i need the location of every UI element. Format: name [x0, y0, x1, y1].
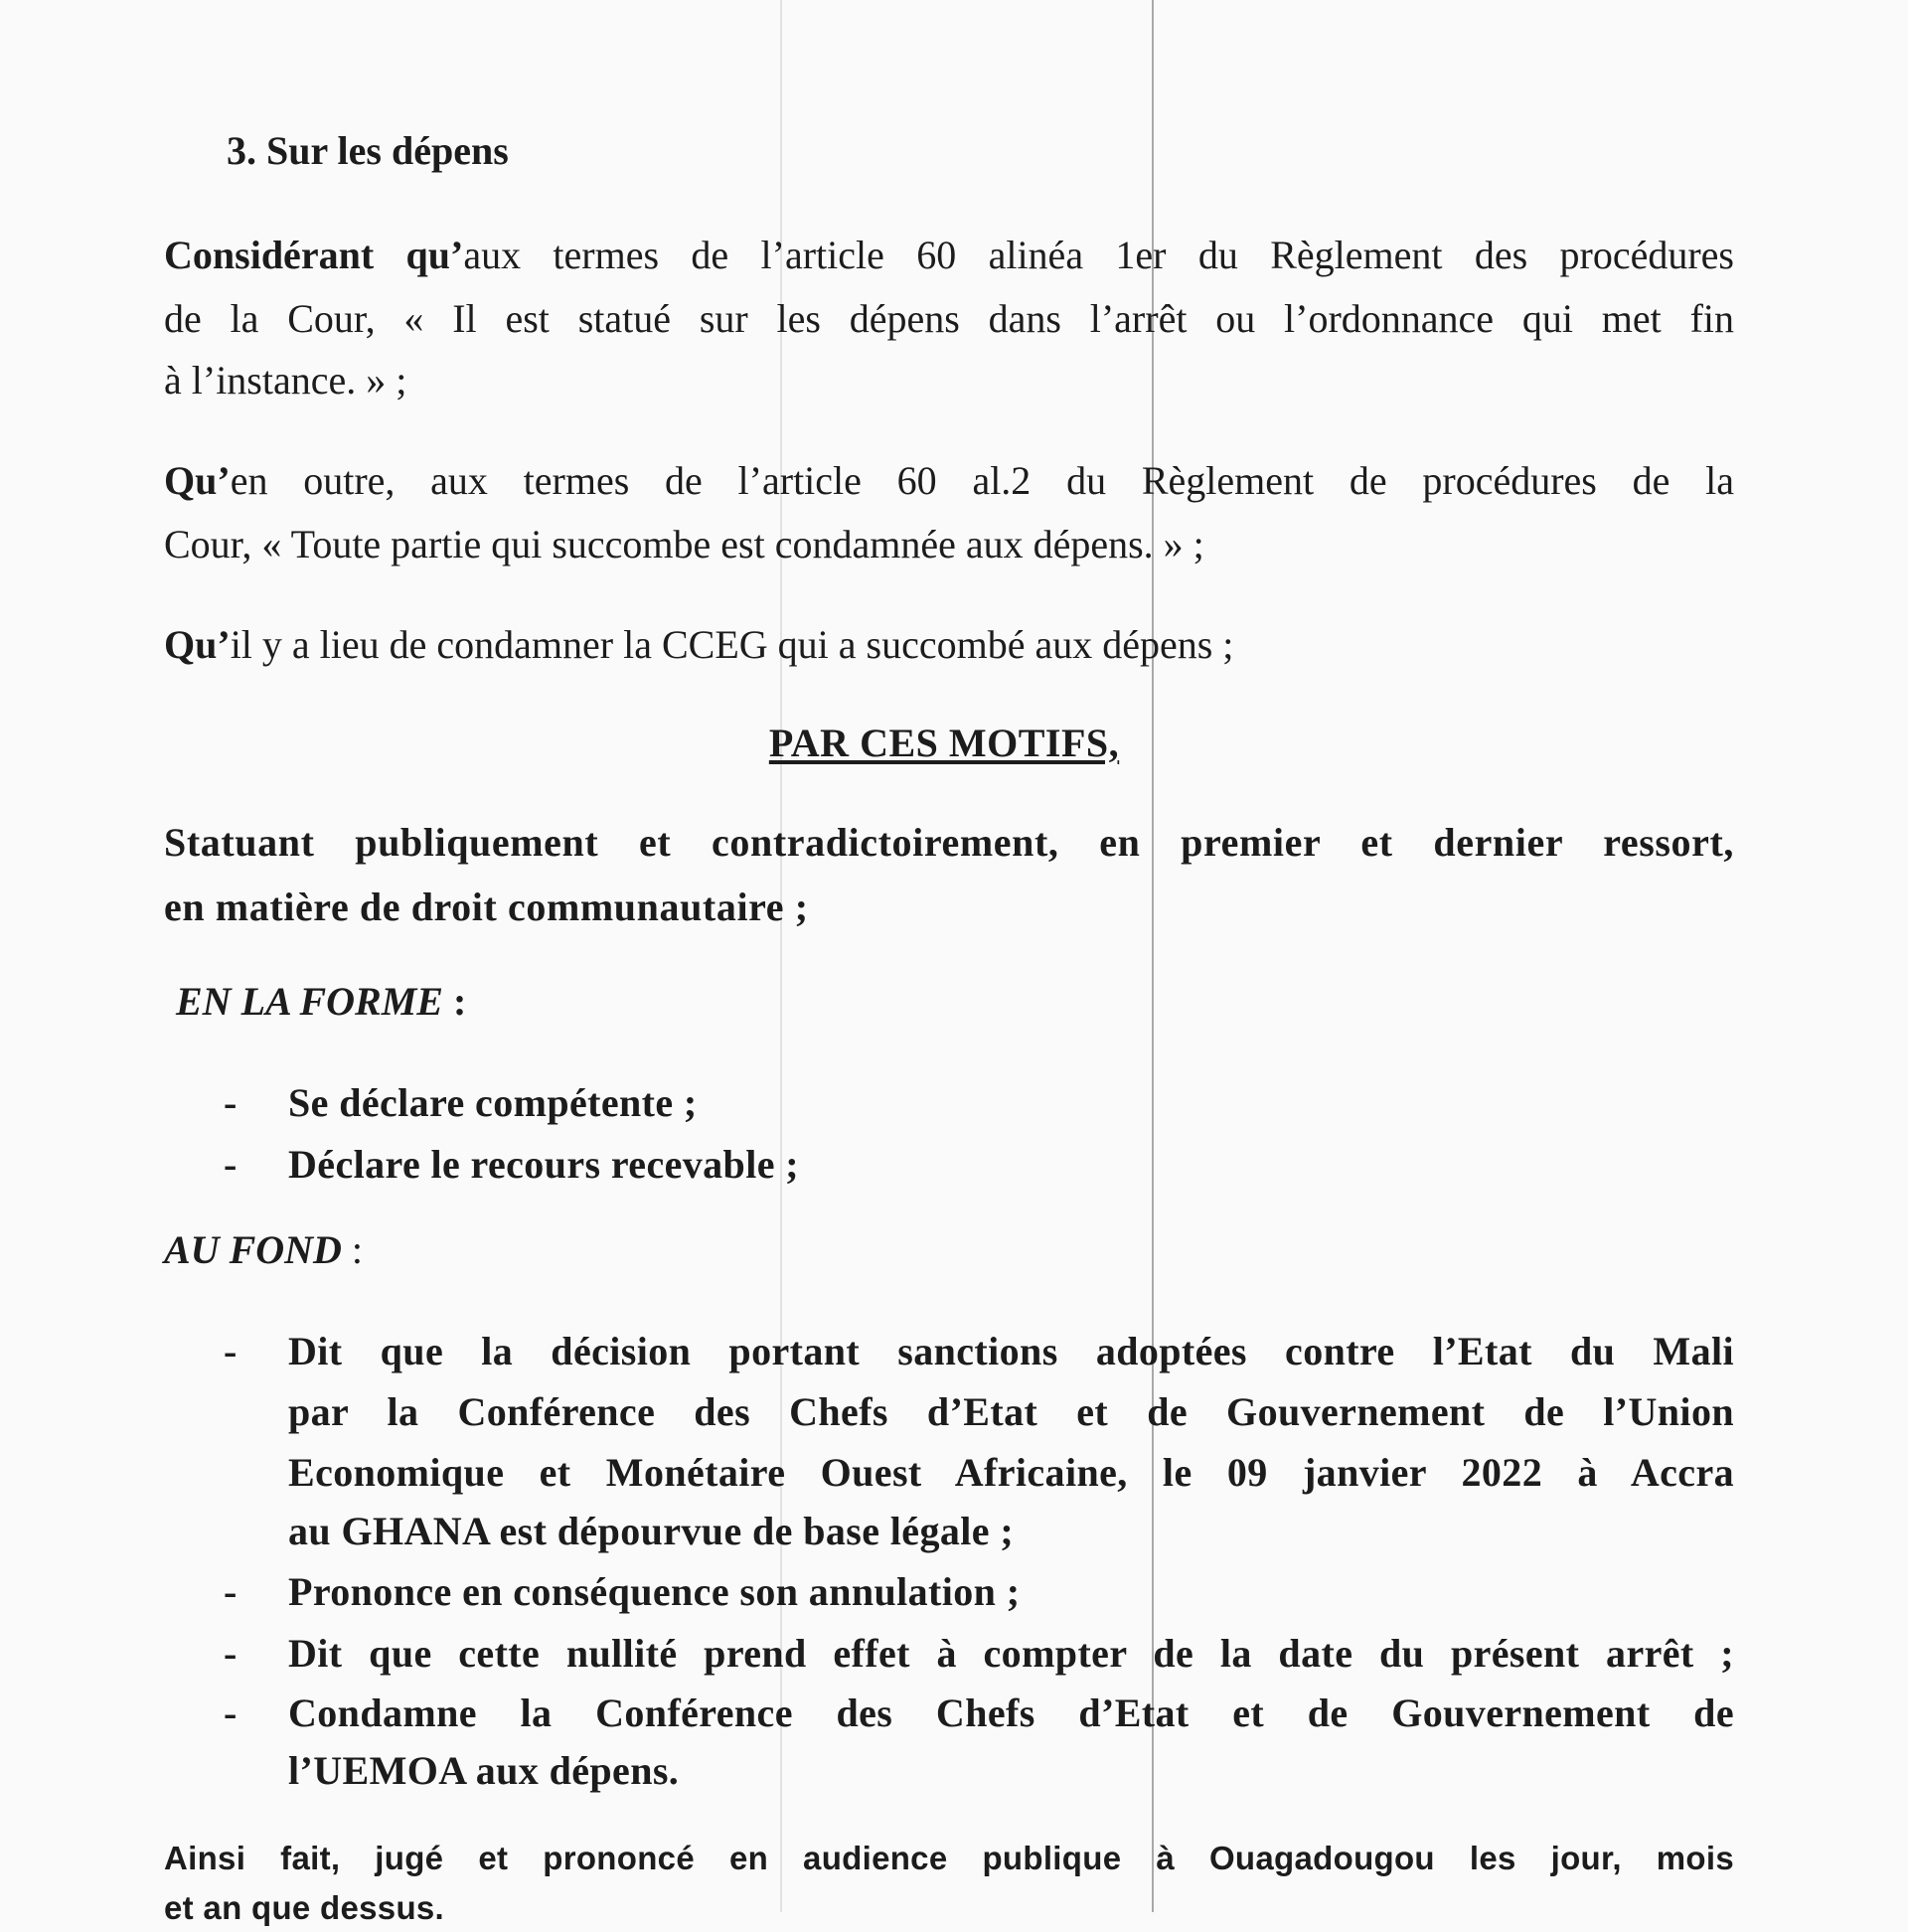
fond-item-line: Economique et Monétaire Ouest Africaine, le 09 janvier 2022 à Accra [288, 1450, 1734, 1495]
bullet-dash: - [224, 1329, 238, 1373]
closing-line: Ainsi fait, jugé et prononcé en audience publique à Ouagadougou les jour, mois [164, 1840, 1734, 1876]
statuant-line: Statuant publiquement et contradictoirement, en premier et dernier ressort, [164, 820, 1734, 865]
section-heading: 3. Sur les dépens [227, 128, 509, 173]
forme-colon: : [442, 979, 467, 1024]
forme-item: Se déclare compétente ; [288, 1080, 698, 1125]
fond-label: AU FOND [164, 1227, 342, 1272]
fond-item-line: Condamne la Conférence des Chefs d’Etat et de Gouvernement de [288, 1690, 1734, 1735]
bullet-dash: - [224, 1142, 238, 1187]
paragraph-lead: Qu’ [164, 622, 231, 667]
paragraph-line [164, 621, 1734, 669]
bullet-dash: - [224, 1631, 238, 1676]
paragraph-line [164, 457, 1734, 505]
paragraph-line: Cour, « Toute partie qui succombe est condamnée aux dépens. » ; [164, 522, 1204, 566]
fond-item-line: l’UEMOA aux dépens. [288, 1748, 680, 1793]
fond-item-line: Dit que la décision portant sanctions adoptées contre l’Etat du Mali [288, 1329, 1734, 1373]
paragraph-text: aux termes de l’article 60 alinéa 1er du Règlement des procédures [463, 233, 1734, 277]
fond-label-row [164, 1226, 1734, 1274]
motifs-title: PAR CES MOTIFS, [768, 721, 1120, 765]
bullet-dash: - [224, 1690, 238, 1735]
paragraph-lead: Qu’ [164, 458, 231, 503]
closing-line: et an que dessus. [164, 1889, 445, 1926]
paragraph-lead: Considérant qu’ [164, 233, 464, 277]
bullet-dash: - [224, 1569, 238, 1614]
scan-artifact-line [1152, 0, 1154, 1912]
forme-label: EN LA FORME [176, 979, 443, 1024]
paragraph-line [164, 232, 1734, 279]
fond-item-line: Dit que cette nullité prend effet à compter de la date du présent arrêt ; [288, 1631, 1734, 1676]
paragraph-text: en outre, aux termes de l’article 60 al.2 du Règlement de procédures de la [230, 458, 1734, 503]
paragraph-line: de la Cour, « Il est statué sur les dépens dans l’arrêt ou l’ordonnance qui met fin [164, 296, 1734, 341]
fond-item-line: par la Conférence des Chefs d’Etat et de Gouvernement de l’Union [288, 1389, 1734, 1434]
forme-item: Déclare le recours recevable ; [288, 1142, 799, 1187]
paragraph-line: à l’instance. » ; [164, 358, 407, 402]
forme-label-row [176, 978, 1746, 1026]
bullet-dash: - [224, 1080, 238, 1125]
fond-colon: : [341, 1227, 364, 1272]
fond-item-line: au GHANA est dépourvue de base légale ; [288, 1509, 1015, 1553]
paragraph-text: il y a lieu de condamner la CCEG qui a succombé aux dépens ; [230, 622, 1234, 667]
scan-artifact-line [780, 0, 782, 1912]
fond-item-line: Prononce en conséquence son annulation ; [288, 1569, 1021, 1614]
motifs-title-row [0, 720, 1888, 767]
statuant-line: en matière de droit communautaire ; [164, 885, 809, 929]
